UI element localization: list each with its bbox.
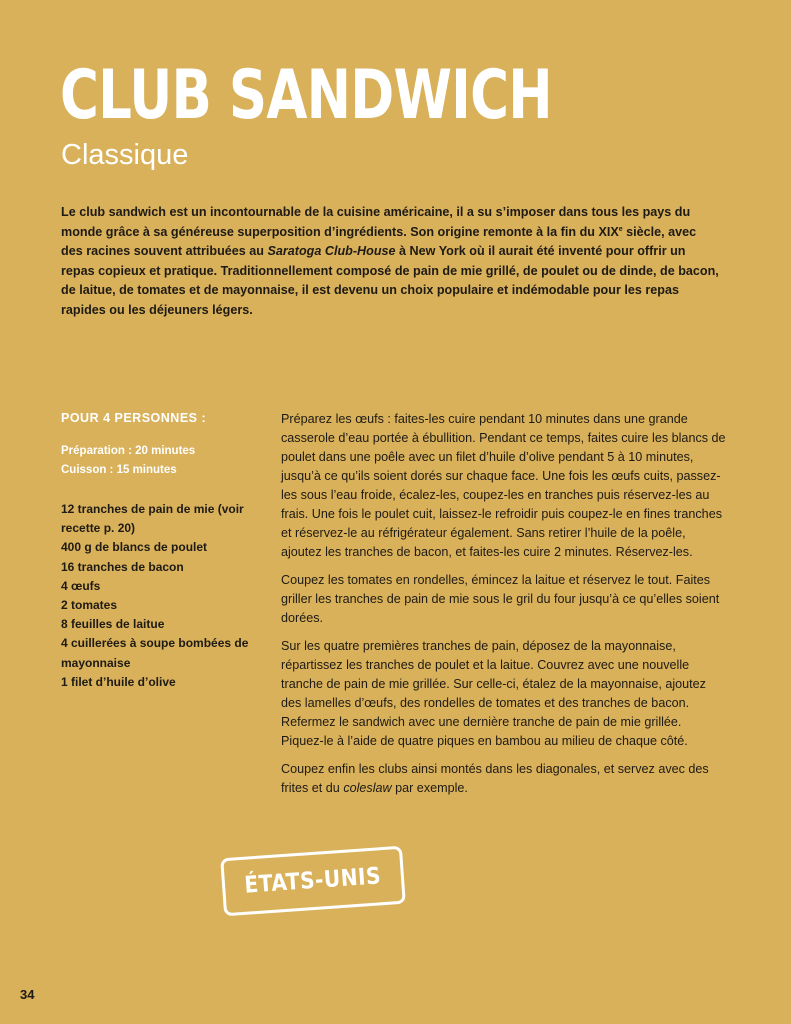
ingredient-item: 4 cuillerées à soupe bombées de mayonnaise bbox=[61, 636, 249, 670]
instruction-step: Préparez les œufs : faites-les cuire pendant 10 minutes dans une grande casserole d’eau portée à ébullition. Pendant ce temps, faites cuire les blancs de poulet dans une poêle avec un filet d’huile d’olive pendant 5 à 10 minutes, jusqu’à ce qu’ils soient dorés sur chaque face. Une fois les œufs cuits, passez-les sous l’eau froide, écalez-les, coupez-les en tranches puis réservez-les au frais. Une fois le poulet cuit, laissez-le refroidir puis coupez-le en fines tranches et réservez-le au réfrigérateur également. Sans retirer l’huile de la poêle, ajoutez les tranches de bacon, et faites-les cuire 2 minutes. Réservez-les. bbox=[281, 412, 726, 559]
instruction-step: Sur les quatre premières tranches de pain, déposez de la mayonnaise, répartissez les tranches de poulet et la laitue. Couvrez avec une nouvelle tranche de pain de mie grillée. Sur celle-ci, étalez de la mayonnaise, ajoutez des lamelles d’œufs, des rondelles de tomates et des tranches de bacon. Refermez le sandwich avec une dernière tranche de pain de mie grillée. Piquez-le à l’aide de quatre piques en bambou au milieu de chaque côté. bbox=[281, 639, 706, 748]
intro-superscript: e bbox=[618, 225, 623, 233]
ingredient-item: 2 tomates bbox=[61, 598, 118, 613]
ingredient-item: 16 tranches de bacon bbox=[61, 559, 184, 574]
intro-text: Le club sandwich est un incontournable de la cuisine américaine, il a su s’imposer dans tous les pays du monde grâce bbox=[61, 205, 691, 239]
intro-text: à sa généreuse superposition d’ingrédients. Son origine remonte à la fin du XIX bbox=[142, 224, 619, 239]
recipe-info-column bbox=[61, 410, 266, 692]
recipe-subtitle: Classique bbox=[61, 139, 189, 171]
servings-heading: POUR 4 PERSONNES : bbox=[61, 411, 207, 425]
step-text: Coupez enfin les clubs ainsi montés dans les diagonales, et servez avec des frites et du bbox=[281, 762, 709, 795]
ingredient-item: 12 tranches de pain de mie (voir recette p. 20) bbox=[61, 502, 244, 536]
ingredient-item: 8 feuilles de laitue bbox=[61, 617, 165, 632]
intro-text: à New York où il aurait été inventé pour offrir un repas copieux et pratique. Traditionnellement composé de pain de mie grillé, de poulet ou de dinde, de bacon, de laitue, de tomates et de mayonnaise, il est devenu un choix populaire et indémodable pour les repas rapides ou les déjeuners légers. bbox=[61, 244, 719, 317]
intro-text: siècle, avec des racines souvent attribuées au bbox=[61, 224, 697, 258]
step-emphasis: coleslaw bbox=[343, 781, 392, 795]
step-text: par exemple. bbox=[391, 781, 468, 795]
ingredient-item: 4 œufs bbox=[61, 578, 101, 593]
page-number: 34 bbox=[20, 987, 35, 1002]
instruction-step-final bbox=[281, 760, 726, 798]
intro-paragraph bbox=[61, 203, 721, 320]
intro-emphasis: Saratoga Club-House bbox=[267, 244, 396, 258]
ingredient-item: 400 g de blancs de poulet bbox=[61, 540, 208, 555]
preparation-time: Préparation : 20 minutes bbox=[61, 445, 196, 457]
ingredient-item: 1 filet d’huile d’olive bbox=[61, 674, 176, 689]
instruction-step: Coupez les tomates en rondelles, émincez la laitue et réservez le tout. Faites griller les tranches de pain de mie sous le gril du four jusqu’à ce qu’elles soient dorées. bbox=[281, 573, 720, 625]
country-label: ÉTATS-UNIS bbox=[243, 863, 383, 899]
instructions bbox=[281, 410, 726, 807]
country-stamp bbox=[220, 846, 406, 917]
recipe-title: CLUB SANDWICH bbox=[60, 56, 552, 135]
cooking-time: Cuisson : 15 minutes bbox=[61, 464, 177, 476]
ingredient-list bbox=[61, 500, 266, 692]
